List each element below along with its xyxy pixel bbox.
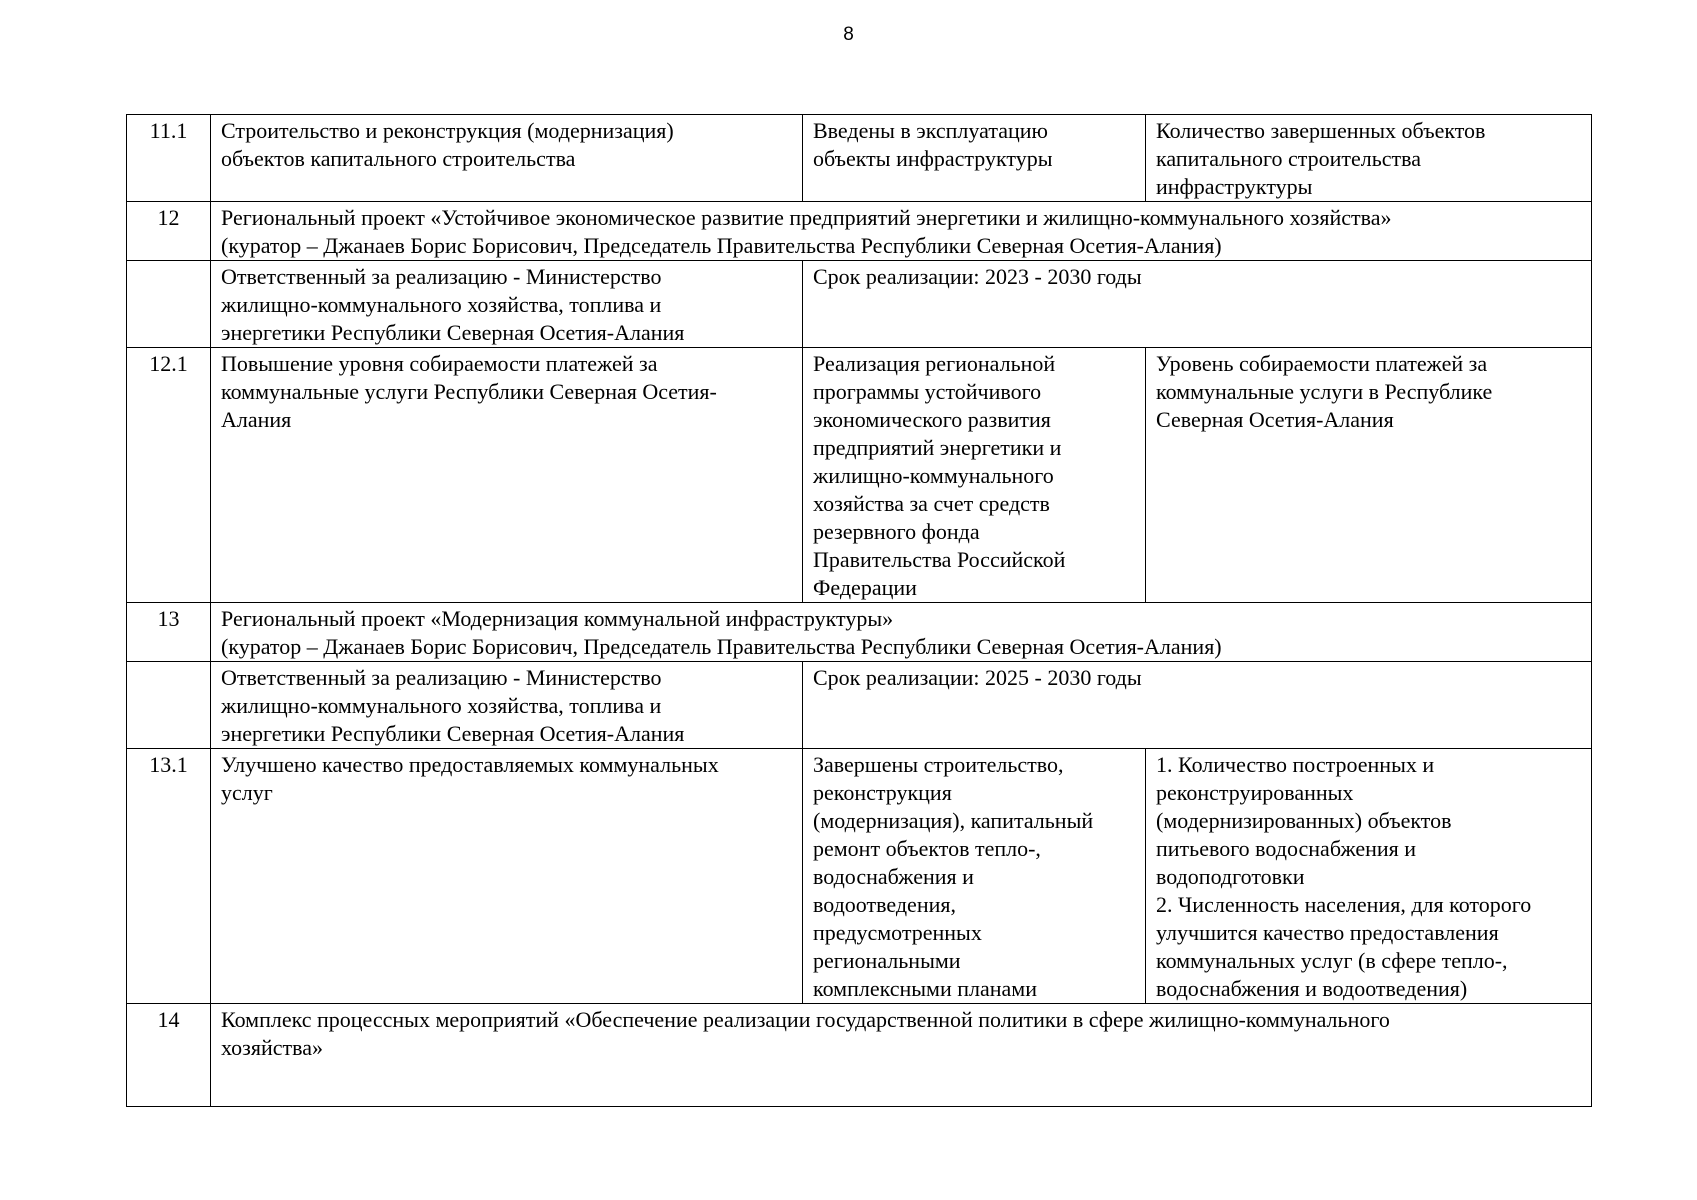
result-cell [803,348,1146,603]
task-cell [211,115,803,202]
text-line: водоподготовки [1156,864,1305,889]
table-row [127,202,1592,261]
text-line: жилищно-коммунального хозяйства, топлива и [221,693,662,718]
text-line: водоснабжения и [813,864,974,889]
text-line: региональными [813,948,961,973]
text-line: услуг [221,780,273,805]
text-line: программы устойчивого [813,379,1042,404]
text-line: капитального строительства [1156,146,1422,171]
text-line: Правительства Российской [813,547,1066,572]
indicator-cell [1146,749,1592,1004]
row-number-empty [127,261,211,348]
text-line: Комплекс процессных мероприятий «Обеспечение реализации государственной политики в сфере жилищно-коммунального [221,1007,1390,1032]
table-row [127,662,1592,749]
text-line: Реализация региональной [813,351,1056,376]
text-line: коммунальных услуг (в сфере тепло-, [1156,948,1508,973]
text-line: 1. Количество построенных и [1156,752,1435,777]
text-line: Количество завершенных объектов [1156,118,1486,143]
text-line: энергетики Республики Северная Осетия-Алания [221,320,685,345]
text-line: Алания [221,407,292,432]
text-line: энергетики Республики Северная Осетия-Алания [221,721,685,746]
row-number: 12 [127,202,211,261]
result-cell [803,749,1146,1004]
text-line: Улучшено качество предоставляемых коммунальных [221,752,719,777]
text-line: (модернизация), капитальный [813,808,1094,833]
text-line: коммунальные услуги в Республике [1156,379,1493,404]
text-line: Уровень собираемости платежей за [1156,351,1488,376]
text-line: Повышение уровня собираемости платежей за [221,351,658,376]
table-row [127,348,1592,603]
task-cell [211,749,803,1004]
text-line: инфраструктуры [1156,174,1313,199]
text-line: коммунальные услуги Республики Северная Осетия- [221,379,717,404]
text-line: жилищно-коммунального [813,463,1054,488]
text-line: Введены в эксплуатацию [813,118,1048,143]
text-line: объекты инфраструктуры [813,146,1053,171]
text-line: Северная Осетия-Алания [1156,407,1394,432]
text-line: Федерации [813,575,917,600]
text-line: комплексными планами [813,976,1037,1001]
row-number-empty [127,662,211,749]
text-line: Ответственный за реализацию - Министерство [221,264,662,289]
task-cell [211,348,803,603]
table-row [127,115,1592,202]
text-line: 2. Численность населения, для которого [1156,892,1532,917]
text-line: Срок реализации: 2023 - 2030 годы [813,264,1142,289]
table-row [127,261,1592,348]
text-line: реконструкция [813,780,952,805]
responsible-cell [211,662,803,749]
text-line: реконструированных [1156,780,1354,805]
text-line: Региональный проект «Модернизация коммунальной инфраструктуры» [221,606,894,631]
text-line: (модернизированных) объектов [1156,808,1452,833]
text-line: жилищно-коммунального хозяйства, топлива и [221,292,662,317]
table-row [127,749,1592,1004]
text-line: Региональный проект «Устойчивое экономическое развитие предприятий энергетики и жилищно-коммунального хозяйства» [221,205,1392,230]
term-cell [803,261,1592,348]
row-number: 13.1 [127,749,211,1004]
text-line: хозяйства» [221,1035,323,1060]
page-number: 8 [843,24,854,45]
text-line: предусмотренных [813,920,982,945]
text-line: резервного фонда [813,519,980,544]
text-line: Строительство и реконструкция (модернизация) [221,118,674,143]
text-line: питьевого водоснабжения и [1156,836,1417,861]
text-line: Завершены строительство, [813,752,1064,777]
responsible-cell [211,261,803,348]
result-cell [803,115,1146,202]
text-line: Срок реализации: 2025 - 2030 годы [813,665,1142,690]
project-title-cell [211,202,1592,261]
text-line: водоотведения, [813,892,956,917]
text-line: экономического развития [813,407,1051,432]
project-title-cell [211,1004,1592,1107]
indicator-cell [1146,348,1592,603]
text-line: ремонт объектов тепло-, [813,836,1041,861]
indicator-cell [1146,115,1592,202]
project-title-cell [211,603,1592,662]
text-line: (куратор – Джанаев Борис Борисович, Председатель Правительства Республики Северная Осетия-Алания) [221,233,1222,258]
text-line: хозяйства за счет средств [813,491,1050,516]
table-row [127,1004,1592,1107]
row-number: 11.1 [127,115,211,202]
measures-table [126,114,1592,1107]
text-line: Ответственный за реализацию - Министерство [221,665,662,690]
table-row [127,603,1592,662]
row-number: 12.1 [127,348,211,603]
text-line: предприятий энергетики и [813,435,1062,460]
text-line: улучшится качество предоставления [1156,920,1499,945]
text-line: объектов капитального строительства [221,146,576,171]
row-number: 13 [127,603,211,662]
row-number: 14 [127,1004,211,1107]
text-line: (куратор – Джанаев Борис Борисович, Председатель Правительства Республики Северная Осетия-Алания) [221,634,1222,659]
text-line: водоснабжения и водоотведения) [1156,976,1468,1001]
term-cell [803,662,1592,749]
